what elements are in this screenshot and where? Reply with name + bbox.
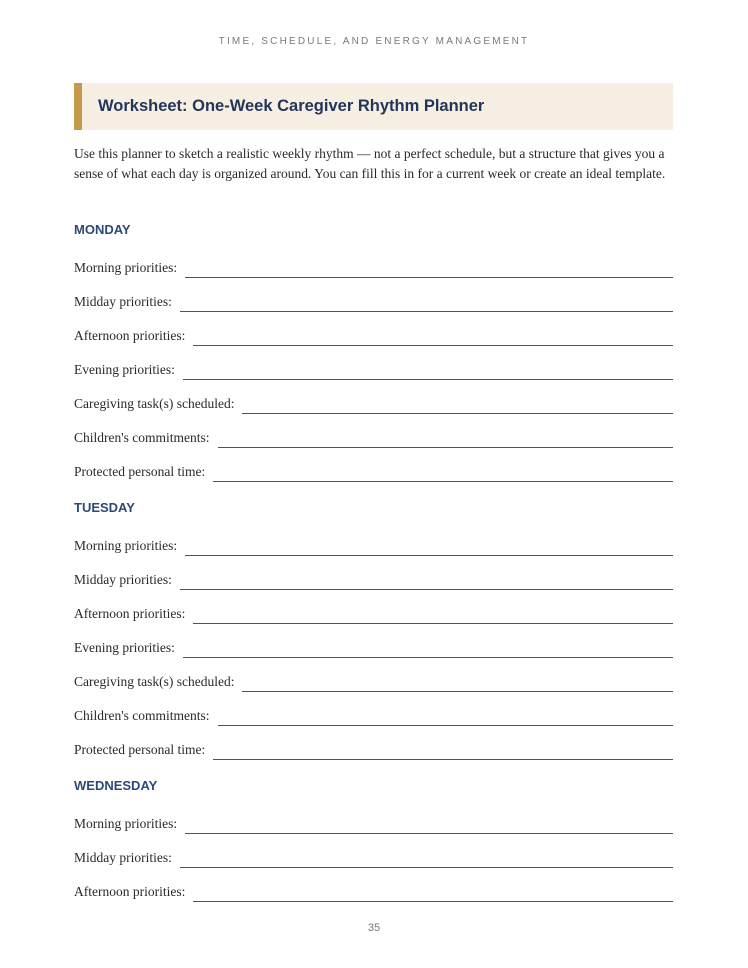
- field-label: Afternoon priorities:: [74, 606, 186, 621]
- fill-in-line[interactable]: [218, 706, 673, 726]
- fill-in-line[interactable]: [213, 740, 673, 760]
- field-label: Midday priorities:: [74, 572, 172, 587]
- day-heading-tuesday: TUESDAY: [74, 499, 135, 515]
- field-label: Evening priorities:: [74, 640, 175, 655]
- fill-in-line[interactable]: [185, 536, 673, 556]
- field-row: [74, 692, 673, 726]
- field-label: Midday priorities:: [74, 294, 172, 309]
- fill-in-line[interactable]: [185, 258, 673, 278]
- day-heading-monday: MONDAY: [74, 221, 131, 237]
- worksheet-intro: Use this planner to sketch a realistic weekly rhythm — not a perfect schedule, but a structure that gives you a sense of what each day is organized around. You can fill this in for a current week or create an ideal template.: [74, 146, 666, 181]
- fill-in-line[interactable]: [193, 604, 673, 624]
- field-row: [74, 726, 673, 760]
- field-label: Midday priorities:: [74, 850, 172, 865]
- fill-in-line[interactable]: [180, 848, 673, 868]
- field-row: [74, 590, 673, 624]
- fill-in-line[interactable]: [193, 882, 673, 902]
- field-label: Children's commitments:: [74, 708, 210, 723]
- fill-in-line[interactable]: [183, 360, 673, 380]
- field-row: [74, 834, 673, 868]
- field-row: [74, 312, 673, 346]
- field-row: [74, 346, 673, 380]
- field-label: Protected personal time:: [74, 464, 206, 479]
- field-label: Protected personal time:: [74, 742, 206, 757]
- field-label: Caregiving task(s) scheduled:: [74, 396, 235, 411]
- worksheet-title: Worksheet: One-Week Caregiver Rhythm Planner: [98, 97, 485, 115]
- planner-days: [74, 214, 673, 902]
- field-row: [74, 800, 673, 834]
- field-row: [74, 448, 673, 482]
- fill-in-line[interactable]: [242, 394, 673, 414]
- page-number: 35: [367, 922, 381, 934]
- field-row: [74, 624, 673, 658]
- field-row: [74, 380, 673, 414]
- fill-in-line[interactable]: [180, 570, 673, 590]
- field-label: Morning priorities:: [74, 816, 178, 831]
- fill-in-line[interactable]: [183, 638, 673, 658]
- fill-in-line[interactable]: [193, 326, 673, 346]
- fill-in-line[interactable]: [185, 814, 673, 834]
- field-label: Morning priorities:: [74, 538, 178, 553]
- fill-in-line[interactable]: [180, 292, 673, 312]
- field-label: Evening priorities:: [74, 362, 175, 377]
- field-row: [74, 868, 673, 902]
- field-label: Morning priorities:: [74, 260, 178, 275]
- field-label: Children's commitments:: [74, 430, 210, 445]
- fill-in-line[interactable]: [218, 428, 673, 448]
- fill-in-line[interactable]: [242, 672, 673, 692]
- day-heading-wednesday: WEDNESDAY: [74, 777, 158, 793]
- field-row: [74, 522, 673, 556]
- field-label: Caregiving task(s) scheduled:: [74, 674, 235, 689]
- running-header: TIME, SCHEDULE, AND ENERGY MANAGEMENT: [218, 36, 530, 47]
- field-row: [74, 414, 673, 448]
- field-row: [74, 658, 673, 692]
- field-label: Afternoon priorities:: [74, 884, 186, 899]
- field-row: [74, 244, 673, 278]
- field-row: [74, 278, 673, 312]
- fill-in-line[interactable]: [213, 462, 673, 482]
- field-label: Afternoon priorities:: [74, 328, 186, 343]
- worksheet-title-box: [74, 83, 673, 130]
- field-row: [74, 556, 673, 590]
